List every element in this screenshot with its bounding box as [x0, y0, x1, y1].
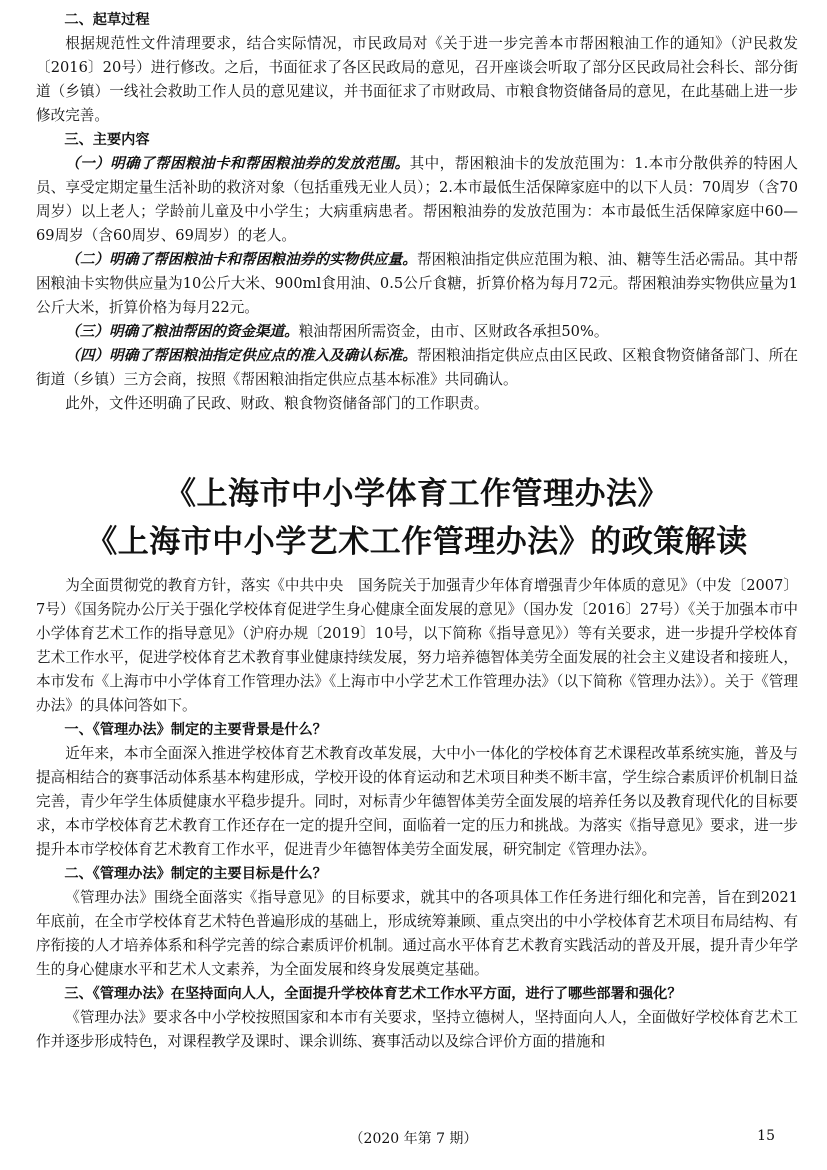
content-item-3	[36, 320, 798, 344]
question-2-heading: 二、《管理办法》制定的主要目标是什么？	[64, 866, 327, 882]
content-item-2	[36, 248, 798, 320]
answer-3-paragraph: 《管理办法》要求各中小学校按照国家和本市有关要求，坚持立德树人，坚持面向人人，全面做好学校体育艺术工作并逐步形成特色，对课程教学及课时、课余训练、赛事活动以及综合评价方面的措施和	[36, 1009, 798, 1050]
answer-1-paragraph: 近年来，本市全面深入推进学校体育艺术教育改革发展，大中小一体化的学校体育艺术课程改革系统实施，普及与提高相结合的赛事活动体系基本构建形成，学校开设的体育运动和艺术项目种类不断丰富，学生综合素质评价机制日益完善，青少年学生体质健康水平稳步提升。同时，对标青少年德智体美劳全面发展的培养任务以及教育现代化的目标要求，本市学校体育艺术教育工作还存在一定的提升空间，面临着一定的压力和挑战。为落实《指导意见》要求，进一步提升本市学校体育艺术教育工作水平，促进青少年德智体美劳全面发展，研究制定《管理办法》。	[36, 745, 798, 858]
content-item-3-body: 粮油帮困所需资金，由市、区财政各承担50%。	[298, 323, 609, 340]
content-item-3-lead: （三）明确了粮油帮困的资金渠道。	[65, 323, 299, 340]
content-item-2-lead: （二）明确了帮困粮油卡和帮困粮油券的实物供应量。	[65, 251, 417, 268]
drafting-paragraph: 根据规范性文件清理要求，结合实际情况，市民政局对《关于进一步完善本市帮困粮油工作的通知》（沪民救发〔2016〕20号）进行修改。之后，书面征求了各区民政局的意见，召开座谈会听取了部分区民政局社会科长、部分街道（乡镇）一线社会救助工作人员的意见建议，并书面征求了市财政局、市粮食物资储备局的意见，在此基础上进一步修改完善。	[36, 35, 798, 124]
section-heading-drafting: 二、起草过程	[64, 12, 150, 28]
content-item-2-body: 帮困粮油指定供应范围为粮、油、糖等生活必需品。其中帮困粮油卡实物供应量为10公斤大米、900ml食用油、0.5公斤食糖，折算价格为每月72元。帮困粮油券实物供应量为1公斤大米，折算价格为每月22元。	[36, 251, 798, 316]
article-title-line-1: 《上海市中小学体育工作管理办法》	[165, 476, 669, 512]
issue-label: （2020 年第 7 期）	[349, 1131, 478, 1147]
content-item-1-lead: （一）明确了帮困粮油卡和帮困粮油券的发放范围。	[65, 155, 410, 172]
page-number: 15	[757, 1128, 775, 1144]
policy-section-top	[36, 8, 798, 416]
page-footer	[0, 1128, 827, 1150]
content-item-1-body: 其中，帮困粮油卡的发放范围为：1.本市分散供养的特困人员、享受定期定量生活补助的救济对象（包括重残无业人员）；2.本市最低生活保障家庭中的以下人员：70周岁（含70周岁）以上老人；学龄前儿童及中小学生；大病重病患者。帮困粮油券的发放范围为：本市最低生活保障家庭中60—69周岁（含60周岁、69周岁）的老人。	[36, 155, 798, 244]
closing-paragraph: 此外，文件还明确了民政、财政、粮食物资储备部门的工作职责。	[65, 395, 489, 412]
section-heading-content: 三、主要内容	[64, 132, 150, 148]
article-title	[36, 470, 798, 566]
content-item-1	[36, 152, 798, 248]
content-item-4	[36, 344, 798, 392]
content-item-4-lead: （四）明确了帮困粮油指定供应点的准入及确认标准。	[65, 347, 417, 364]
question-1-heading: 一、《管理办法》制定的主要背景是什么？	[64, 722, 327, 738]
intro-paragraph: 为全面贯彻党的教育方针，落实《中共中央 国务院关于加强青少年体育增强青少年体质的意见》（中发〔2007〕7号）《国务院办公厅关于强化学校体育促进学生身心健康全面发展的意见》（国办发〔2016〕27号）《关于加强本市中小学体育艺术工作的指导意见》（沪府办规〔2019〕10号，以下简称《指导意见》）等有关要求，进一步提升学校体育艺术工作水平，促进学校体育艺术教育事业健康持续发展，努力培养德智体美劳全面发展的社会主义建设者和接班人，本市发布《上海市中小学体育工作管理办法》《上海市中小学艺术工作管理办法》（以下简称《管理办法》）。关于《管理办法》的具体问答如下。	[36, 577, 798, 714]
content-item-4-body: 帮困粮油指定供应点由区民政、区粮食物资储备部门、所在街道（乡镇）三方会商，按照《帮困粮油指定供应点基本标准》共同确认。	[36, 347, 798, 388]
answer-2-paragraph: 《管理办法》围绕全面落实《指导意见》的目标要求，就其中的各项具体工作任务进行细化和完善，旨在到2021年底前，在全市学校体育艺术特色普遍形成的基础上，形成统筹兼顾、重点突出的中小学校体育艺术项目布局结构、有序衔接的人才培养体系和科学完善的综合素质评价机制。通过高水平体育艺术教育实践活动的普及开展，提升青少年学生的身心健康水平和艺术人文素养，为全面发展和终身发展奠定基础。	[36, 889, 798, 978]
article-title-line-2: 《上海市中小学艺术工作管理办法》的政策解读	[86, 524, 748, 560]
article-body	[36, 574, 798, 1054]
question-3-heading: 三、《管理办法》在坚持面向人人，全面提升学校体育艺术工作水平方面，进行了哪些部署和强化？	[64, 986, 682, 1002]
